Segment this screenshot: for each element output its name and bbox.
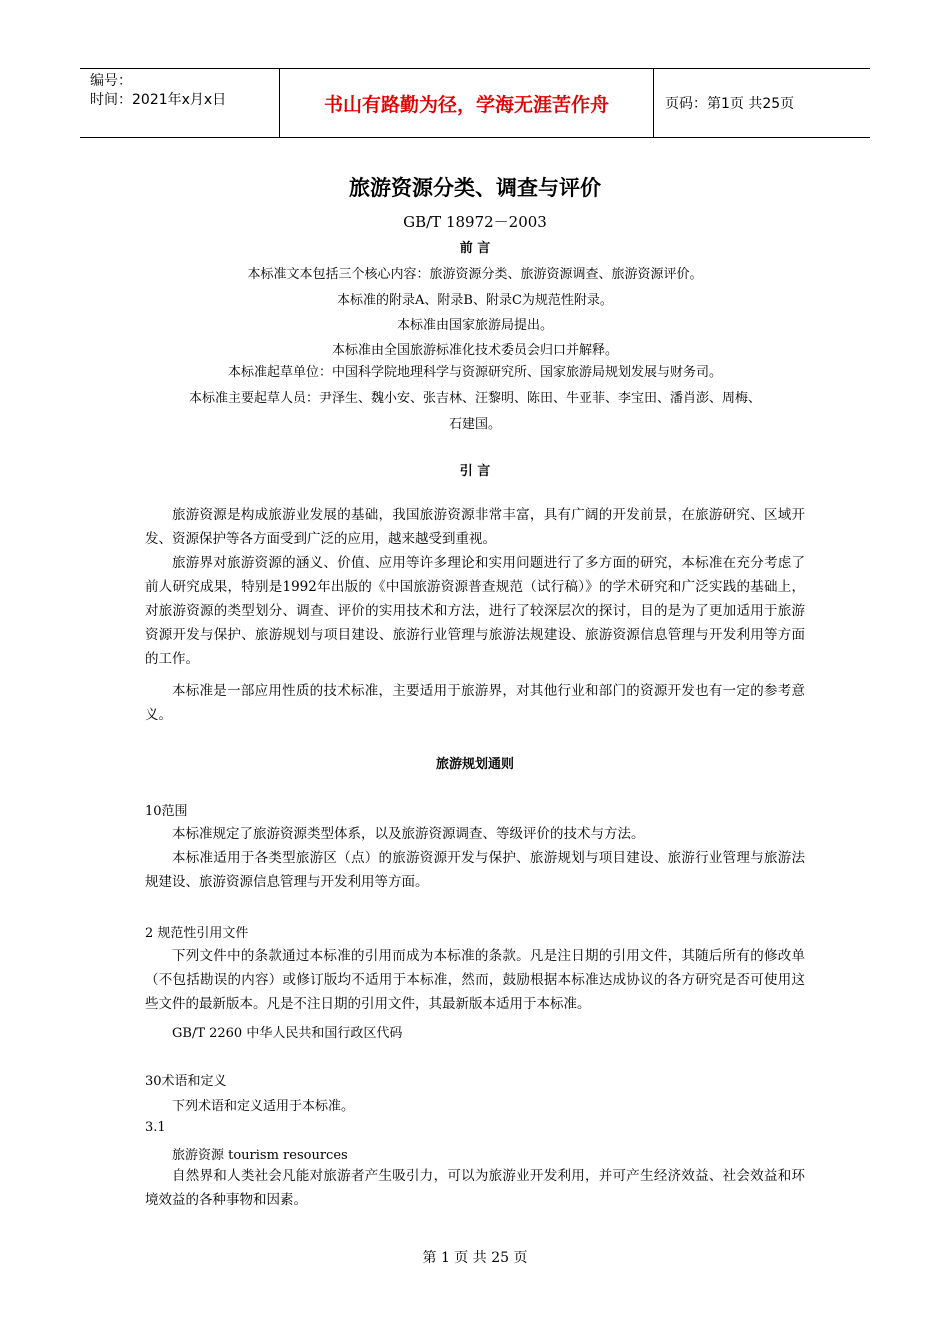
preface-line: 本标准起草单位：中国科学院地理科学与资源研究所、国家旅游局规划发展与财务司。 (227, 365, 722, 380)
page-footer: 第 1 页 共 25 页 (422, 1250, 528, 1266)
section-heading: 旅游规划通则 (435, 757, 514, 772)
s2-title: 2 规范性引用文件 (145, 926, 249, 941)
header-meta (80, 69, 280, 137)
number-label: 编号： (90, 73, 132, 89)
preface-line: 石建国。 (448, 417, 501, 432)
page-header (80, 68, 870, 138)
preface-line: 本标准由全国旅游标准化技术委员会归口并解释。 (331, 343, 618, 358)
intro-heading: 引 言 (459, 464, 491, 479)
s1-paragraph: 本标准规定了旅游资源类型体系，以及旅游资源调查、等级评价的技术与方法。 (172, 826, 645, 842)
intro-paragraph: 旅游界对旅游资源的涵义、价值、应用等许多理论和实用问题进行了多方面的研究，本标准在充分考虑了前人研究成果，特别是1992年出版的《中国旅游资源普查规范（试行稿）》的学术研究和广泛实践的基础上，对旅游资源的类型划分、调查、评价的实用技术和方法，进行了较深层次的探讨，目的是为了更加适用于旅游资源开发与保护、旅游规划与项目建设、旅游行业管理与旅游法规建设、旅游资源信息管理与开发利用等方面的工作。 (145, 555, 805, 667)
preface-line: 本标准由国家旅游局提出。 (396, 318, 553, 333)
preface-heading: 前 言 (459, 241, 491, 256)
intro-paragraph: 旅游资源是构成旅游业发展的基础，我国旅游资源非常丰富，具有广阔的开发前景，在旅游研究、区域开发、资源保护等各方面受到广泛的应用，越来越受到重视。 (145, 507, 805, 547)
time-label: 时间：2021年x月x日 (90, 92, 227, 108)
preface-line: 本标准的附录A、附录B、附录C为规范性附录。 (337, 293, 613, 308)
s31-definition: 自然界和人类社会凡能对旅游者产生吸引力，可以为旅游业开发利用，并可产生经济效益、社会效益和环境效益的各种事物和因素。 (145, 1168, 805, 1208)
preface-line: 本标准主要起草人员：尹泽生、魏小安、张吉林、汪黎明、陈田、牛亚菲、李宝田、潘肖澎、周梅、 (188, 391, 761, 406)
preface-line: 本标准文本包括三个核心内容：旅游资源分类、旅游资源调查、旅游资源评价。 (247, 267, 703, 282)
doc-code: GB/T 18972－2003 (403, 213, 547, 231)
intro-paragraph: 本标准是一部应用性质的技术标准，主要适用于旅游界，对其他行业和部门的资源开发也有一定的参考意义。 (145, 683, 805, 723)
s2-paragraph: 下列文件中的条款通过本标准的引用而成为本标准的条款。凡是注日期的引用文件，其随后所有的修改单（不包括勘误的内容）或修订版均不适用于本标准，然而，鼓励根据本标准达成协议的各方研究是否可使用这些文件的最新版本。凡是不注日期的引用文件，其最新版本适用于本标准。 (145, 948, 805, 1012)
s31-term: 旅游资源 tourism resources (172, 1148, 348, 1163)
doc-title: 旅游资源分类、调查与评价 (349, 176, 601, 200)
page-info: 页码：第1页 共25页 (665, 96, 795, 112)
motto: 书山有路勤为径，学海无涯苦作舟 (280, 69, 654, 137)
s2-reference: GB/T 2260 中华人民共和国行政区代码 (172, 1026, 403, 1041)
s3-paragraph: 下列术语和定义适用于本标准。 (172, 1099, 355, 1114)
s3-title: 30术语和定义 (145, 1074, 227, 1089)
s1-paragraph: 本标准适用于各类型旅游区（点）的旅游资源开发与保护、旅游规划与项目建设、旅游行业管理与旅游法规建设、旅游资源信息管理与开发利用等方面。 (145, 850, 805, 890)
s1-title: 10范围 (145, 804, 188, 819)
s31-number: 3.1 (145, 1120, 166, 1135)
